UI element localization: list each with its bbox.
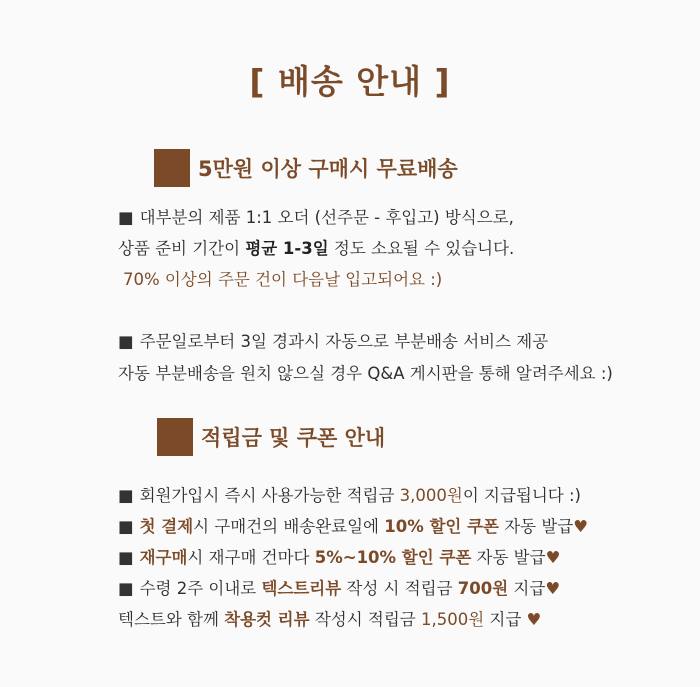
points-line-3-d: 자동 발급 <box>471 548 546 567</box>
square-bullet-icon: ■ <box>118 208 134 227</box>
page-title: [ 배송 안내 ] <box>249 62 451 101</box>
delivery-line-4-text: 주문일로부터 3일 경과시 자동으로 부분배송 서비스 제공 <box>139 332 549 351</box>
delivery-line-1-text: 대부분의 제품 1:1 오더 (선주문 - 후입고) 방식으로, <box>139 208 514 227</box>
points-line-3-a: 재구매 <box>139 548 188 567</box>
points-line-4-c: 작성 시 적립금 <box>341 579 458 598</box>
points-line-2 <box>118 513 588 537</box>
heart-icon: ♥ <box>545 548 561 567</box>
points-line-1-a: 회원가입시 즉시 사용가능한 적립금 <box>139 486 400 505</box>
delivery-line-1 <box>118 204 514 228</box>
points-line-4 <box>118 575 560 599</box>
square-bullet-icon: ■ <box>118 548 134 567</box>
points-line-4-review: 텍스트리뷰 <box>261 579 342 598</box>
points-line-3 <box>118 544 560 568</box>
points-line-2-d: 자동 발급 <box>498 517 574 536</box>
points-line-1-c: 이 지급됩니다 :) <box>462 486 581 505</box>
delivery-line-2-c: 정도 소요될 수 있습니다. <box>328 239 515 258</box>
points-line-2-a: 첫 결제 <box>139 517 194 536</box>
square-bullet-icon: ■ <box>118 517 134 536</box>
points-line-5-a: 텍스트와 함께 <box>118 610 225 629</box>
points-line-4-amount: 700원 <box>457 579 509 598</box>
points-line-1-amount: 3,000원 <box>399 486 463 505</box>
delivery-line-4 <box>118 328 548 352</box>
heart-icon: ♥ <box>526 610 542 629</box>
heading-swatch-icon <box>154 149 190 187</box>
heart-icon: ♥ <box>573 517 589 536</box>
delivery-line-5: 자동 부분배송을 원치 않으실 경우 Q&A 게시판을 통해 알려주세요 :) <box>118 364 613 383</box>
square-bullet-icon: ■ <box>118 579 134 598</box>
points-line-3-coupon: 5%~10% 할인 쿠폰 <box>314 548 472 567</box>
square-bullet-icon: ■ <box>118 486 134 505</box>
delivery-note: 70% 이상의 주문 건이 다음날 입고되어요 :) <box>123 270 443 289</box>
points-section-heading <box>157 418 385 456</box>
delivery-heading-text: 5만원 이상 구매시 무료배송 <box>198 157 458 181</box>
square-bullet-icon: ■ <box>118 332 134 351</box>
points-line-3-b: 시 재구매 건마다 <box>187 548 315 567</box>
points-line-5-review: 착용컷 리뷰 <box>224 610 310 629</box>
delivery-line-2-emphasis: 평균 1-3일 <box>245 239 329 258</box>
points-line-2-b: 시 구매건의 배송완료일에 <box>193 517 385 536</box>
delivery-section-heading <box>154 149 458 187</box>
heart-icon: ♥ <box>545 579 561 598</box>
points-heading-text: 적립금 및 쿠폰 안내 <box>201 426 386 450</box>
points-line-5-c: 작성시 적립금 <box>309 610 421 629</box>
points-line-4-a: 수령 2주 이내로 <box>139 579 262 598</box>
heading-swatch-icon <box>157 418 193 456</box>
points-line-5 <box>118 606 541 630</box>
points-line-5-e: 지급 <box>484 610 527 629</box>
points-line-4-e: 지급 <box>508 579 546 598</box>
delivery-line-2 <box>118 235 514 259</box>
points-line-2-coupon: 10% 할인 쿠폰 <box>384 517 499 536</box>
delivery-line-2-a: 상품 준비 기간이 <box>118 239 246 258</box>
points-line-5-amount: 1,500원 <box>420 610 485 629</box>
points-line-1 <box>118 482 581 506</box>
